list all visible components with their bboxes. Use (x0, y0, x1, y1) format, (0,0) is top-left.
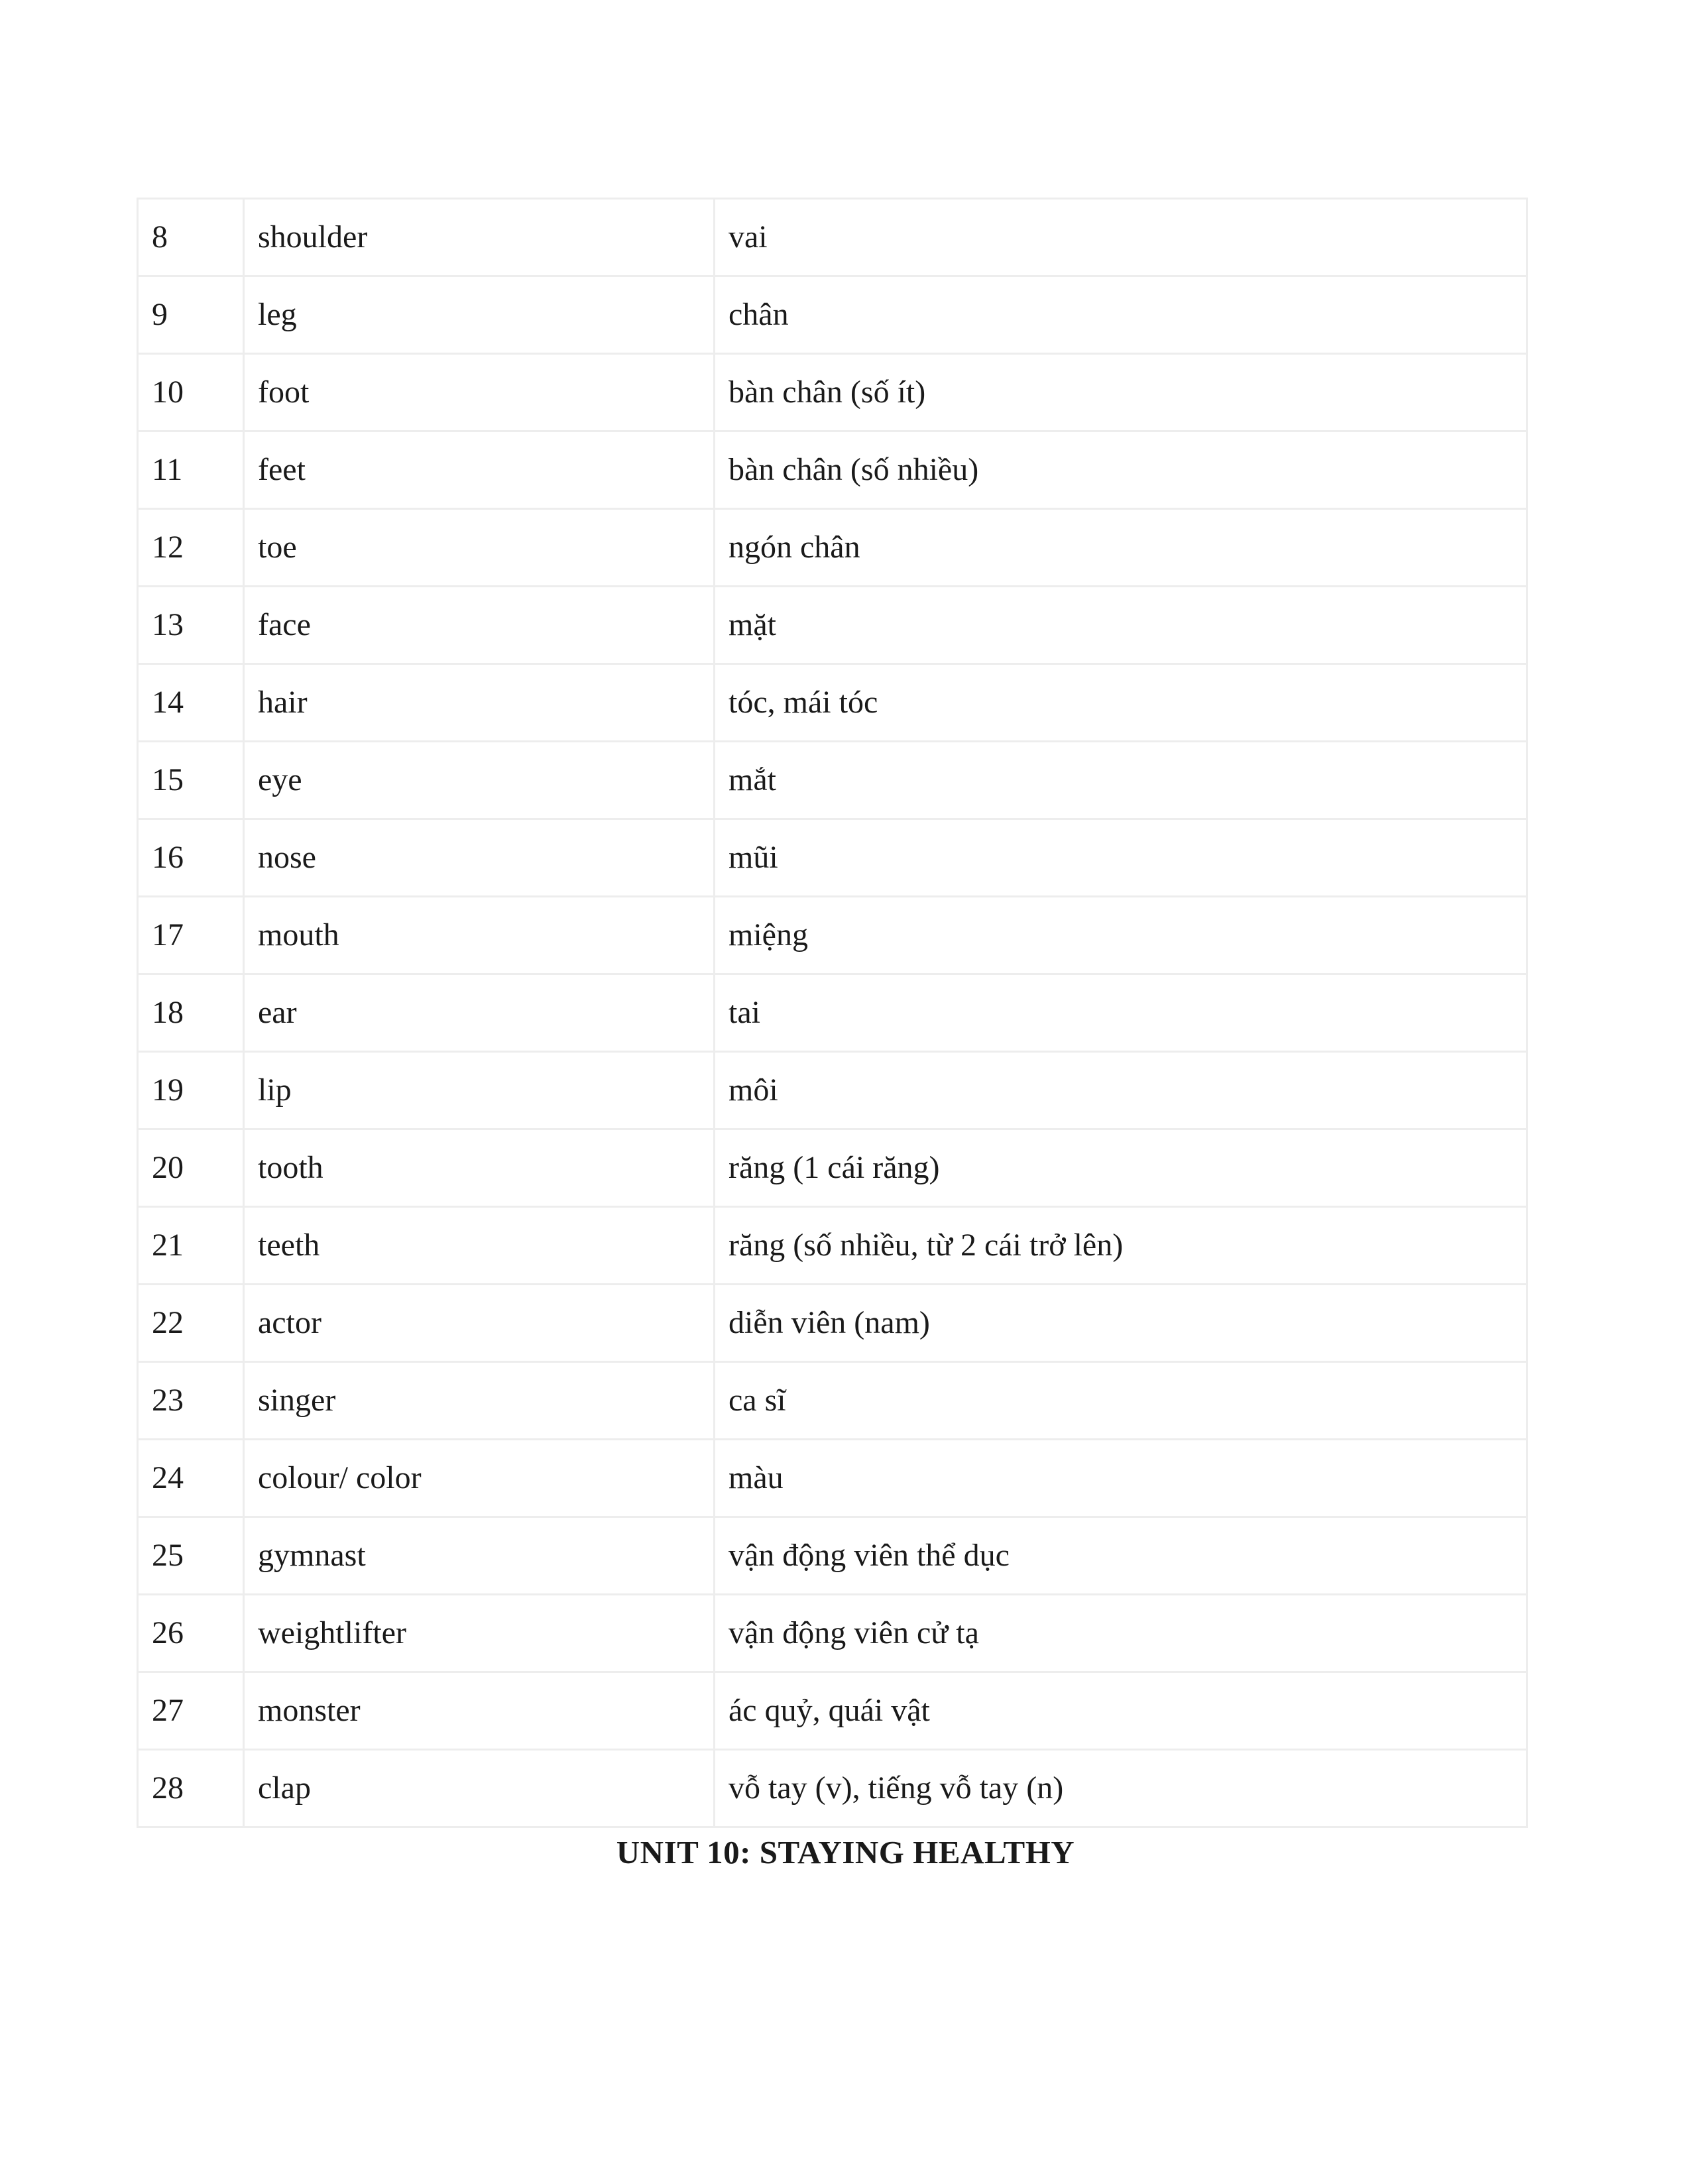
row-number: 13 (138, 587, 244, 664)
table-row (138, 742, 1527, 819)
vietnamese-meaning: mắt (715, 742, 1527, 819)
row-number: 16 (138, 819, 244, 897)
english-word: monster (244, 1672, 715, 1750)
vocabulary-table (137, 198, 1528, 1828)
english-word: tooth (244, 1129, 715, 1207)
table-row (138, 1595, 1527, 1672)
row-number: 18 (138, 974, 244, 1052)
vietnamese-meaning: môi (715, 1052, 1527, 1129)
english-word: weightlifter (244, 1595, 715, 1672)
vietnamese-meaning: bàn chân (số ít) (715, 354, 1527, 431)
row-number: 26 (138, 1595, 244, 1672)
english-word: colour/ color (244, 1440, 715, 1517)
table-row (138, 974, 1527, 1052)
row-number: 27 (138, 1672, 244, 1750)
row-number: 24 (138, 1440, 244, 1517)
english-word: foot (244, 354, 715, 431)
vietnamese-meaning: tai (715, 974, 1527, 1052)
vietnamese-meaning: răng (1 cái răng) (715, 1129, 1527, 1207)
row-number: 25 (138, 1517, 244, 1595)
english-word: face (244, 587, 715, 664)
table-row (138, 1440, 1527, 1517)
english-word: ear (244, 974, 715, 1052)
table-row (138, 664, 1527, 742)
vietnamese-meaning: vai (715, 199, 1527, 276)
vietnamese-meaning: vận động viên thể dục (715, 1517, 1527, 1595)
english-word: clap (244, 1750, 715, 1827)
english-word: actor (244, 1285, 715, 1362)
table-row (138, 1517, 1527, 1595)
row-number: 23 (138, 1362, 244, 1440)
table-row (138, 354, 1527, 431)
english-word: feet (244, 431, 715, 509)
vietnamese-meaning: miệng (715, 897, 1527, 974)
vietnamese-meaning: vận động viên cử tạ (715, 1595, 1527, 1672)
table-row (138, 1129, 1527, 1207)
row-number: 8 (138, 199, 244, 276)
english-word: nose (244, 819, 715, 897)
table-row (138, 199, 1527, 276)
row-number: 22 (138, 1285, 244, 1362)
vietnamese-meaning: mũi (715, 819, 1527, 897)
vietnamese-meaning: răng (số nhiều, từ 2 cái trở lên) (715, 1207, 1527, 1285)
english-word: leg (244, 276, 715, 354)
table-row (138, 1207, 1527, 1285)
table-row (138, 1285, 1527, 1362)
table-row (138, 819, 1527, 897)
table-row (138, 1052, 1527, 1129)
vietnamese-meaning: tóc, mái tóc (715, 664, 1527, 742)
english-word: lip (244, 1052, 715, 1129)
english-word: hair (244, 664, 715, 742)
vietnamese-meaning: vỗ tay (v), tiếng vỗ tay (n) (715, 1750, 1527, 1827)
table-row (138, 509, 1527, 587)
english-word: gymnast (244, 1517, 715, 1595)
table-row (138, 587, 1527, 664)
row-number: 9 (138, 276, 244, 354)
english-word: shoulder (244, 199, 715, 276)
row-number: 21 (138, 1207, 244, 1285)
row-number: 15 (138, 742, 244, 819)
english-word: singer (244, 1362, 715, 1440)
row-number: 17 (138, 897, 244, 974)
vietnamese-meaning: mặt (715, 587, 1527, 664)
table-row (138, 1750, 1527, 1827)
row-number: 28 (138, 1750, 244, 1827)
english-word: toe (244, 509, 715, 587)
vietnamese-meaning: bàn chân (số nhiều) (715, 431, 1527, 509)
table-row (138, 1672, 1527, 1750)
vietnamese-meaning: chân (715, 276, 1527, 354)
vietnamese-meaning: ác quỷ, quái vật (715, 1672, 1527, 1750)
table-row (138, 276, 1527, 354)
row-number: 10 (138, 354, 244, 431)
english-word: teeth (244, 1207, 715, 1285)
vietnamese-meaning: ca sĩ (715, 1362, 1527, 1440)
table-row (138, 431, 1527, 509)
english-word: eye (244, 742, 715, 819)
english-word: mouth (244, 897, 715, 974)
unit-heading: UNIT 10: STAYING HEALTHY (616, 1834, 1075, 1870)
vietnamese-meaning: diễn viên (nam) (715, 1285, 1527, 1362)
vietnamese-meaning: ngón chân (715, 509, 1527, 587)
row-number: 20 (138, 1129, 244, 1207)
row-number: 12 (138, 509, 244, 587)
row-number: 19 (138, 1052, 244, 1129)
row-number: 14 (138, 664, 244, 742)
table-row (138, 897, 1527, 974)
table-row (138, 1362, 1527, 1440)
vietnamese-meaning: màu (715, 1440, 1527, 1517)
row-number: 11 (138, 431, 244, 509)
